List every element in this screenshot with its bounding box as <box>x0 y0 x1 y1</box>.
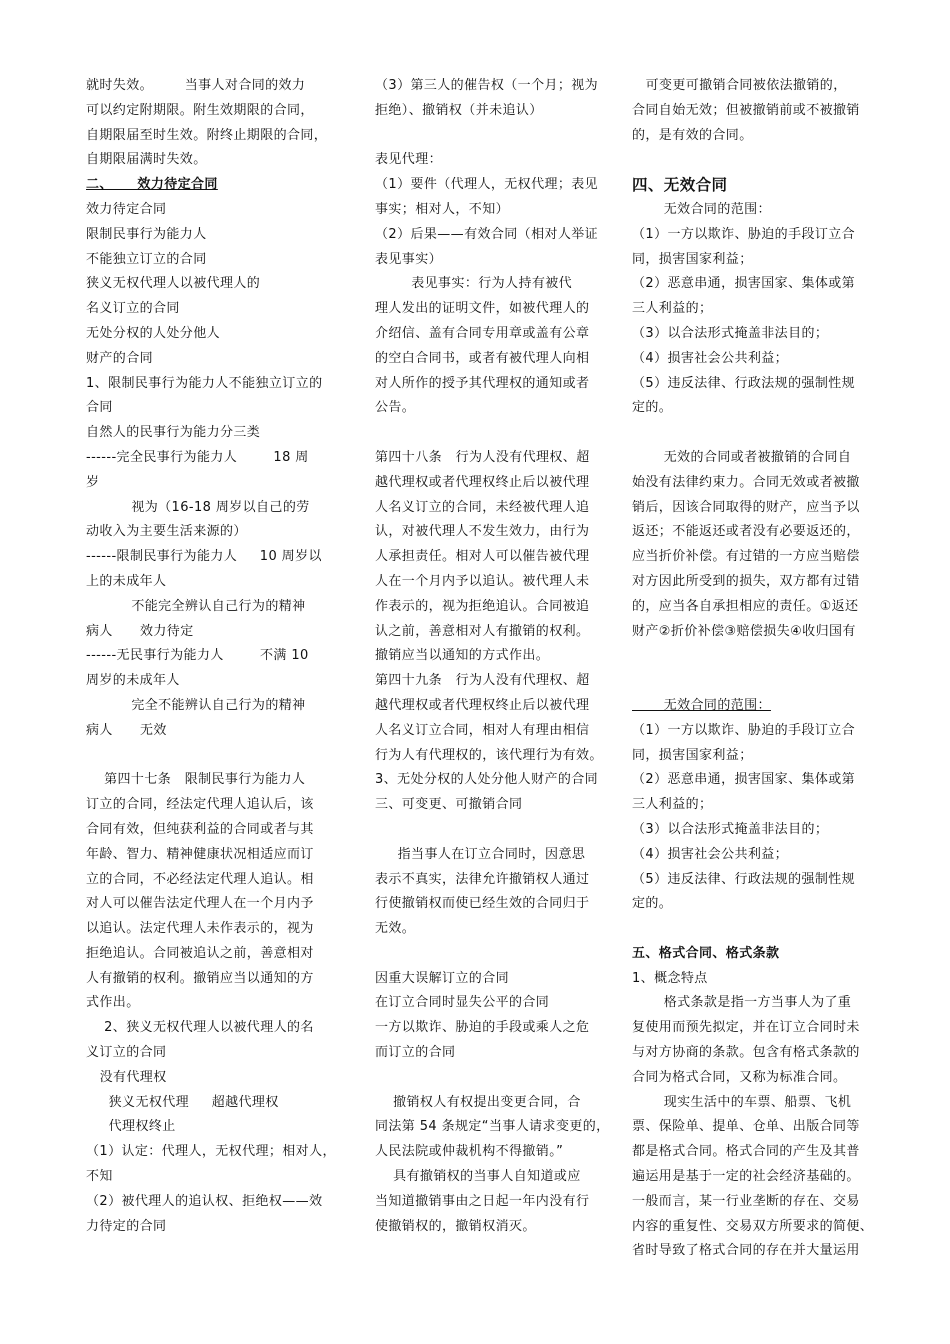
text-line: （1）认定：代理人，无权代理；相对人， <box>86 1144 336 1160</box>
text-line: 介绍信、盖有合同专用章或盖有公章 <box>375 325 590 341</box>
text-line: 一方以欺诈、胁迫的手段或乘人之危 <box>375 1020 590 1036</box>
text-line: 以追认。法定代理人未作表示的，视为 <box>86 921 314 937</box>
text-line: 四、无效合同 <box>632 176 728 195</box>
text-line: 第四十七条 限制民事行为能力人 <box>86 772 306 788</box>
text-line: 公告。 <box>375 400 416 416</box>
text-line: 遍运用是基于一定的社会经济基础的。 <box>632 1169 860 1185</box>
blank-line <box>375 818 627 843</box>
text-line: 复使用而预先拟定，并在订立合同时未 <box>632 1020 860 1036</box>
text-line: 因重大误解订立的合同 <box>375 970 510 986</box>
text-line: 上的未成年人 <box>86 573 167 589</box>
text-line: 人承担责任。相对人可以催告被代理 <box>375 549 590 565</box>
text-line: 订立的合同，经法定代理人追认后，该 <box>86 797 314 813</box>
text-line: 1、限制民事行为能力人不能独立订立的 <box>86 375 323 391</box>
text-line: 力待定的合同 <box>86 1218 167 1234</box>
text-line: 可变更可撤销合同被依法撤销的， <box>632 78 847 93</box>
text-line: 事实；相对人，不知） <box>375 201 510 217</box>
text-line: 式作出。 <box>86 995 140 1011</box>
text-line: 而订立的合同 <box>375 1045 456 1061</box>
text-line: 理人发出的证明文件，如被代理人的 <box>375 301 590 317</box>
text-line: 年龄、智力、精神健康状况相适应而订 <box>86 846 314 862</box>
blank-line <box>375 1066 627 1091</box>
text-line: 行使撤销权而使已经生效的合同归于 <box>375 896 590 912</box>
text-line: 不能完全辨认自己行为的精神 <box>86 598 306 614</box>
blank-line <box>632 148 884 173</box>
text-line: 无效的合同或者被撤销的合同自 <box>632 449 852 465</box>
text-line: （2）恶意串通，损害国家、集体或第 <box>632 772 856 788</box>
text-line: 三、可变更、可撤销合同 <box>375 797 523 813</box>
text-line: 狭义无权代理人以被代理人的 <box>86 276 261 292</box>
blank-line <box>375 942 627 967</box>
text-line: 病人 无效 <box>86 722 167 738</box>
text-line: 无效。 <box>375 921 416 937</box>
text-line: 作表示的，视为拒绝追认。合同被追 <box>375 598 590 614</box>
text-line: 无效合同的范围： <box>632 697 771 713</box>
text-line: 都是格式合同。格式合同的产生及其普 <box>632 1144 860 1160</box>
text-line: ------完全民事行为能力人 18 周 <box>86 449 309 465</box>
text-line: 财产②折价补偿③赔偿损失④收归国有 <box>632 623 856 639</box>
text-line: 同法第 54 条规定“当事人请求变更的， <box>375 1119 610 1135</box>
text-line: 拒绝追认。合同被追认之前，善意相对 <box>86 945 314 961</box>
text-line: ------限制民事行为能力人 10 周岁以 <box>86 549 322 565</box>
blank-line <box>375 421 627 446</box>
text-line: 合同为格式合同，又称为标准合同。 <box>632 1069 847 1085</box>
text-line: 不能独立订立的合同 <box>86 251 207 267</box>
text-line: （4）损害社会公共利益； <box>632 350 789 366</box>
text-line: 一般而言，某一行业垄断的存在、交易 <box>632 1193 860 1209</box>
text-line: 2、狭义无权代理人以被代理人的名 <box>86 1020 314 1036</box>
text-line: 第四十九条 行为人没有代理权、超 <box>375 673 590 689</box>
text-line: 名义订立的合同 <box>86 301 180 317</box>
column-right <box>632 74 884 1264</box>
text-line: 合同有效，但纯获利益的合同或者与其 <box>86 821 314 837</box>
text-line: （2）后果——有效合同（相对人举证 <box>375 226 599 242</box>
text-line: 三人利益的； <box>632 301 713 317</box>
text-line: 对方因此所受到的损失，双方都有过错 <box>632 573 860 589</box>
text-line: 效力待定合同 <box>86 201 167 217</box>
text-line: 自然人的民事行为能力分三类 <box>86 425 261 441</box>
text-line: 表见事实） <box>375 251 443 267</box>
text-line: 表见代理： <box>375 152 443 168</box>
text-line: 没有代理权 <box>86 1069 167 1085</box>
text-line: 人民法院或仲裁机构不得撤销。” <box>375 1144 564 1160</box>
text-line: （2）恶意串通，损害国家、集体或第 <box>632 276 856 292</box>
text-line: 合同 <box>86 400 113 416</box>
text-line: 完全不能辨认自己行为的精神 <box>86 697 306 713</box>
text-line: 与对方协商的条款。包含有格式条款的 <box>632 1045 860 1061</box>
text-line: 就时失效。 当事人对合同的效力 <box>86 78 306 93</box>
column-left <box>86 74 346 1239</box>
text-line: 人有撤销的权利。撤销应当以通知的方 <box>86 970 314 986</box>
text-line: 使撤销权的，撤销权消灭。 <box>375 1218 536 1234</box>
text-line: 对人可以催告法定代理人在一个月内予 <box>86 896 314 912</box>
text-line: 票、保险单、提单、仓单、出版合同等 <box>632 1119 860 1135</box>
text-line: 狭义无权代理 超越代理权 <box>86 1094 279 1110</box>
blank-line <box>632 917 884 942</box>
text-line: 合同自始无效；但被撤销前或不被撤销 <box>632 102 860 118</box>
text-line: （1）要件（代理人，无权代理；表见 <box>375 177 599 193</box>
text-line: 行为人有代理权的，该代理行为有效。 <box>375 747 603 763</box>
text-line: （5）违反法律、行政法规的强制性规 <box>632 871 856 887</box>
text-line: 撤销权人有权提出变更合同，合 <box>375 1094 581 1110</box>
text-line: 撤销应当以通知的方式作出。 <box>375 648 550 664</box>
text-line: 财产的合同 <box>86 350 154 366</box>
text-line: （3）以合法形式掩盖非法目的； <box>632 325 829 341</box>
text-line: 的空白合同书，或者有被代理人向相 <box>375 350 590 366</box>
text-line: 定的。 <box>632 896 673 912</box>
text-line: 现实生活中的车票、船票、飞机 <box>632 1094 852 1110</box>
text-line: 第四十八条 行为人没有代理权、超 <box>375 449 590 465</box>
text-line: 立的合同，不必经法定代理人追认。相 <box>86 871 314 887</box>
text-line: 认，对被代理人不发生效力，由行为 <box>375 524 590 540</box>
text-line: 3、无处分权的人处分他人财产的合同 <box>375 772 599 788</box>
column-middle <box>375 74 627 1239</box>
text-line: 认之前，善意相对人有撤销的权利。 <box>375 623 590 639</box>
text-line: 内容的重复性、交易双方所要求的简便、 <box>632 1218 874 1234</box>
text-line: 病人 效力待定 <box>86 623 194 639</box>
text-line: 人名义订立的合同，未经被代理人追 <box>375 499 590 515</box>
text-line: 二、 效力待定合同 <box>86 177 218 193</box>
text-line: 岁 <box>86 474 100 490</box>
text-line: 表见事实：行为人持有被代 <box>375 276 573 292</box>
text-line: 表示不真实，法律允许撤销权人通过 <box>375 871 590 887</box>
text-line: 无处分权的人处分他人 <box>86 325 221 341</box>
text-line: 越代理权或者代理权终止后以被代理 <box>375 697 590 713</box>
text-line: 省时导致了格式合同的存在并大量运用 <box>632 1243 860 1259</box>
text-line: 动收入为主要生活来源的） <box>86 524 247 540</box>
text-line: （4）损害社会公共利益； <box>632 846 789 862</box>
text-line: 周岁的未成年人 <box>86 673 180 689</box>
text-line: 返还；不能返还或者没有必要返还的， <box>632 524 860 540</box>
text-line: 代理权终止 <box>86 1119 176 1135</box>
text-line: 当知道撤销事由之日起一年内没有行 <box>375 1193 590 1209</box>
text-line: （1）一方以欺诈、胁迫的手段订立合 <box>632 722 856 738</box>
text-line: （3）以合法形式掩盖非法目的； <box>632 821 829 837</box>
text-line: 越代理权或者代理权终止后以被代理 <box>375 474 590 490</box>
text-line: 限制民事行为能力人 <box>86 226 207 242</box>
text-line: （3）第三人的催告权（一个月；视为 <box>375 78 599 93</box>
text-line: 对人所作的授予其代理权的通知或者 <box>375 375 590 391</box>
text-line: 不知 <box>86 1169 113 1185</box>
text-line: 同，损害国家利益； <box>632 747 753 763</box>
text-line: 同，损害国家利益； <box>632 251 753 267</box>
text-line: 1、概念特点 <box>632 970 708 986</box>
text-line: 在订立合同时显失公平的合同 <box>375 995 550 1011</box>
text-line: 销后，因该合同取得的财产，应当予以 <box>632 499 860 515</box>
text-line: （5）违反法律、行政法规的强制性规 <box>632 375 856 391</box>
blank-line <box>632 421 884 446</box>
text-line: 五、格式合同、格式条款 <box>632 945 780 961</box>
text-line: 指当事人在订立合同时，因意思 <box>375 846 586 862</box>
text-line: 三人利益的； <box>632 797 713 813</box>
text-line: 的，是有效的合同。 <box>632 127 753 143</box>
text-line: 应当折价补偿。有过错的一方应当赔偿 <box>632 549 860 565</box>
text-line: 始没有法律约束力。合同无效或者被撤 <box>632 474 860 490</box>
blank-line <box>86 744 346 769</box>
text-line: 具有撤销权的当事人自知道或应 <box>375 1169 581 1185</box>
text-line: 自期限届满时失效。 <box>86 152 207 168</box>
text-line: 视为（16-18 周岁以自己的劳 <box>86 499 310 515</box>
text-line: 无效合同的范围： <box>632 201 771 217</box>
blank-line <box>375 124 627 149</box>
text-line: ------无民事行为能力人 不满 10 <box>86 648 309 664</box>
text-line: 人在一个月内予以追认。被代理人未 <box>375 573 590 589</box>
blank-line <box>632 669 884 694</box>
text-line: （2）被代理人的追认权、拒绝权——效 <box>86 1193 323 1209</box>
text-line: 格式条款是指一方当事人为了重 <box>632 995 852 1011</box>
text-line: 的，应当各自承担相应的责任。①返还 <box>632 598 859 614</box>
text-line: 可以约定附期限。附生效期限的合同， <box>86 102 314 118</box>
text-line: 定的。 <box>632 400 673 416</box>
text-line: 人名义订立合同，相对人有理由相信 <box>375 722 590 738</box>
text-line: （1）一方以欺诈、胁迫的手段订立合 <box>632 226 856 242</box>
text-line: 自期限届至时生效。附终止期限的合同， <box>86 127 328 143</box>
text-line: 义订立的合同 <box>86 1045 167 1061</box>
blank-line <box>632 644 884 669</box>
text-line: 拒绝）、撤销权（并未追认） <box>375 102 543 118</box>
